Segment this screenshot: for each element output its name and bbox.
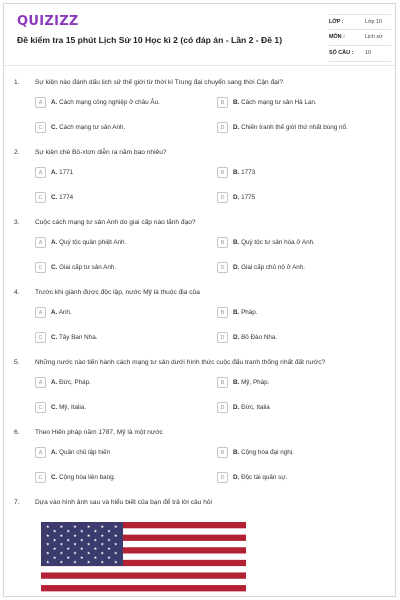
option-body: Bồ Đào Nha. — [241, 334, 278, 341]
option-text — [233, 99, 317, 106]
meta-value: Lịch sử — [365, 34, 383, 40]
answer-option-d[interactable] — [217, 192, 255, 203]
option-letter: B. — [233, 449, 240, 456]
option-letter: A. — [51, 239, 58, 246]
option-body: Giai cấp tư sản Anh. — [59, 264, 117, 271]
flag-star: ★ — [86, 541, 91, 547]
question-text: Trước khi giành được độc lập, nước Mỹ là thuộc địa của — [35, 289, 200, 296]
flag-star: ★ — [45, 559, 50, 565]
option-body: Pháp. — [241, 309, 258, 316]
flag-star: ★ — [59, 559, 64, 565]
option-text — [51, 124, 125, 131]
option-text — [233, 264, 305, 271]
flag-star: ★ — [107, 537, 111, 543]
option-letter: D. — [233, 194, 240, 201]
option-body: Mỹ, Pháp. — [241, 379, 270, 386]
quizizz-logo: QUIZIZZ — [17, 14, 79, 29]
option-text — [233, 474, 287, 481]
us-flag-image — [41, 522, 246, 597]
flag-star: ★ — [93, 528, 98, 534]
option-key-box[interactable]: B — [217, 167, 228, 178]
question-number: 5. — [14, 359, 20, 366]
option-key-box[interactable]: D — [217, 192, 228, 203]
option-key-box[interactable]: A — [35, 377, 46, 388]
option-body: Cách mạng công nghiệp ở châu Âu. — [59, 99, 160, 106]
option-key-box[interactable]: B — [217, 447, 228, 458]
flag-star: ★ — [73, 541, 77, 547]
answer-option-d[interactable] — [217, 122, 348, 133]
flag-star: ★ — [113, 559, 118, 565]
option-key-box[interactable]: B — [217, 97, 228, 108]
option-text — [233, 194, 255, 201]
question-number: 6. — [14, 429, 20, 436]
option-key-box[interactable]: C — [35, 472, 46, 483]
document-title: Đề kiểm tra 15 phút Lịch Sử 10 Học kì 2 (có đáp án - Lần 2 - Đề 1) — [17, 35, 283, 45]
option-text — [233, 334, 277, 341]
option-key-box[interactable]: C — [35, 402, 46, 413]
flag-star: ★ — [59, 541, 64, 547]
option-text — [51, 264, 116, 271]
meta-label: LỚP : — [329, 19, 344, 25]
question-number: 1. — [14, 79, 20, 86]
option-body: Cộng hòa liên bang. — [59, 474, 116, 481]
question-text: Sự kiện chè Bô-xtơn diễn ra năm bao nhiêu? — [35, 149, 167, 156]
flag-star: ★ — [73, 550, 77, 556]
option-letter: C. — [51, 404, 58, 411]
answer-option-d[interactable] — [217, 262, 305, 273]
flag-star: ★ — [100, 559, 105, 565]
option-key-box[interactable]: C — [35, 332, 46, 343]
meta-row-class — [329, 14, 391, 30]
flag-star: ★ — [79, 546, 84, 552]
option-letter: A. — [51, 309, 58, 316]
option-text — [51, 474, 115, 481]
option-key-box[interactable]: A — [35, 237, 46, 248]
flag-star: ★ — [100, 541, 105, 547]
option-key-box[interactable]: B — [217, 307, 228, 318]
option-key-box[interactable]: D — [217, 472, 228, 483]
flag-star: ★ — [86, 524, 91, 530]
option-body: 1771 — [59, 169, 74, 176]
option-body: Đức, Italia — [241, 404, 270, 411]
option-body: 1774 — [59, 194, 74, 201]
option-letter: B. — [233, 239, 240, 246]
option-body: Quý tộc tư sản hóa ở Anh. — [241, 239, 315, 246]
flag-star: ★ — [86, 532, 91, 538]
option-key-box[interactable]: C — [35, 122, 46, 133]
option-letter: D. — [233, 474, 240, 481]
flag-star: ★ — [113, 541, 118, 547]
question-number: 4. — [14, 289, 20, 296]
option-key-box[interactable]: D — [217, 122, 228, 133]
meta-label: SỐ CÂU : — [329, 50, 354, 56]
option-letter: C. — [51, 124, 58, 131]
flag-star: ★ — [107, 546, 111, 552]
flag-stripe — [41, 572, 246, 579]
flag-star: ★ — [79, 528, 84, 534]
option-letter: A. — [51, 99, 58, 106]
option-text — [233, 169, 255, 176]
question-text: Theo Hiến pháp năm 1787, Mỹ là một nước — [35, 429, 163, 436]
option-text — [51, 379, 91, 386]
answer-option-a[interactable] — [35, 237, 126, 248]
option-body: Chiến tranh thế giới thứ nhất bùng nổ. — [241, 124, 348, 131]
option-key-box[interactable]: D — [217, 262, 228, 273]
option-text — [51, 99, 160, 106]
answer-option-d[interactable] — [217, 402, 270, 413]
option-body: Mỹ, Italia. — [59, 404, 87, 411]
option-text — [51, 239, 126, 246]
meta-label: MÔN : — [329, 34, 345, 40]
question-text: Dựa vào hình ảnh sau và hiểu biết của bạn để trả lời câu hỏi — [35, 499, 212, 506]
option-body: Đức, Pháp. — [59, 379, 91, 386]
worksheet-page — [3, 3, 396, 597]
answer-option-b[interactable] — [217, 97, 317, 108]
flag-star: ★ — [113, 524, 118, 530]
flag-star: ★ — [73, 524, 77, 530]
answer-option-c[interactable] — [35, 192, 73, 203]
meta-row-subject — [329, 30, 391, 46]
question-text: Những nước nào tiến hành cách mạng tư sản dưới hình thức cuộc đấu tranh thống nhất đất nước? — [35, 359, 326, 366]
option-body: Độc tài quân sự. — [241, 474, 288, 481]
answer-option-a[interactable] — [35, 97, 160, 108]
option-key-box[interactable]: D — [217, 402, 228, 413]
meta-value: 10 — [365, 50, 371, 56]
option-text — [51, 404, 86, 411]
answer-option-b[interactable] — [217, 307, 258, 318]
answer-option-a[interactable] — [35, 447, 110, 458]
answer-option-c[interactable] — [35, 332, 97, 343]
option-text — [51, 309, 72, 316]
option-key-box[interactable]: A — [35, 167, 46, 178]
option-text — [233, 124, 348, 131]
flag-star: ★ — [93, 546, 98, 552]
flag-stripe — [41, 591, 246, 597]
option-letter: C. — [51, 334, 58, 341]
answer-option-b[interactable] — [217, 167, 255, 178]
option-text — [233, 404, 270, 411]
flag-star: ★ — [45, 532, 50, 538]
flag-star: ★ — [52, 554, 57, 560]
flag-stripe — [41, 585, 246, 592]
option-letter: D. — [233, 124, 240, 131]
flag-star: ★ — [45, 541, 50, 547]
option-letter: C. — [51, 474, 58, 481]
question-text: Cuộc cách mạng tư sản Anh do giai cấp nào lãnh đạo? — [35, 219, 196, 226]
option-text — [233, 309, 258, 316]
answer-option-b[interactable] — [217, 447, 294, 458]
answer-option-b[interactable] — [217, 377, 269, 388]
question-number: 7. — [14, 499, 20, 506]
meta-value: Lớp 10 — [365, 19, 383, 25]
answer-option-c[interactable] — [35, 402, 86, 413]
option-text — [51, 334, 97, 341]
option-key-box[interactable]: A — [35, 447, 46, 458]
option-body: Cộng hòa đại nghị. — [241, 449, 294, 456]
flag-star: ★ — [113, 550, 118, 556]
option-body: Cách mạng tư sản Hà Lan. — [241, 99, 317, 106]
flag-star: ★ — [100, 524, 105, 530]
option-body: 1775 — [241, 194, 256, 201]
option-text — [51, 449, 110, 456]
flag-star: ★ — [66, 537, 71, 543]
answer-option-c[interactable] — [35, 472, 115, 483]
flag-star: ★ — [107, 554, 111, 560]
flag-star: ★ — [66, 528, 71, 534]
answer-option-d[interactable] — [217, 472, 287, 483]
option-key-box[interactable]: B — [217, 237, 228, 248]
flag-star: ★ — [52, 537, 57, 543]
option-letter: B. — [233, 379, 240, 386]
flag-star: ★ — [73, 559, 77, 565]
meta-row-count — [329, 46, 391, 62]
flag-star: ★ — [93, 537, 98, 543]
option-letter: B. — [233, 169, 240, 176]
option-key-box[interactable]: D — [217, 332, 228, 343]
answer-option-a[interactable] — [35, 307, 72, 318]
option-body: Quân chủ lập hiến — [59, 449, 111, 456]
option-text — [233, 379, 269, 386]
question-number: 3. — [14, 219, 20, 226]
option-key-box[interactable]: C — [35, 262, 46, 273]
flag-star: ★ — [79, 537, 84, 543]
option-key-box[interactable]: A — [35, 307, 46, 318]
flag-star: ★ — [59, 550, 64, 556]
flag-star: ★ — [107, 528, 111, 534]
option-key-box[interactable]: C — [35, 192, 46, 203]
option-letter: D. — [233, 264, 240, 271]
flag-star: ★ — [86, 550, 91, 556]
answer-option-a[interactable] — [35, 377, 91, 388]
option-body: Anh. — [58, 309, 72, 316]
flag-star: ★ — [73, 532, 77, 538]
meta-table — [329, 14, 391, 62]
flag-star: ★ — [59, 524, 64, 530]
option-letter: D. — [233, 334, 240, 341]
option-letter: A. — [51, 379, 58, 386]
option-body: Cách mạng tư sản Anh. — [59, 124, 126, 131]
flag-stripe — [41, 579, 246, 586]
option-letter: C. — [51, 264, 58, 271]
flag-star: ★ — [113, 532, 118, 538]
flag-star: ★ — [45, 550, 50, 556]
option-text — [233, 239, 315, 246]
answer-option-c[interactable] — [35, 122, 125, 133]
option-text — [233, 449, 294, 456]
question-text: Sự kiện nào đánh dấu lịch sử thế giới từ thời kì Trung đại chuyển sang thời Cận đại? — [35, 79, 283, 86]
flag-star: ★ — [66, 546, 71, 552]
flag-star: ★ — [79, 554, 84, 560]
flag-star: ★ — [100, 550, 105, 556]
option-body: Tây Ban Nha. — [58, 334, 98, 341]
option-letter: B. — [233, 309, 240, 316]
question-number: 2. — [14, 149, 20, 156]
option-body: 1773 — [241, 169, 256, 176]
answer-option-d[interactable] — [217, 332, 277, 343]
option-body: Quý tộc quân phiệt Anh. — [59, 239, 127, 246]
header-divider — [4, 65, 395, 66]
option-text — [51, 194, 73, 201]
answer-option-b[interactable] — [217, 237, 315, 248]
flag-star: ★ — [52, 546, 57, 552]
flag-star: ★ — [52, 528, 57, 534]
answer-option-a[interactable] — [35, 167, 73, 178]
flag-star: ★ — [45, 524, 50, 530]
option-letter: B. — [233, 99, 240, 106]
flag-star: ★ — [100, 532, 105, 538]
option-letter: D. — [233, 404, 240, 411]
option-key-box[interactable]: B — [217, 377, 228, 388]
flag-star: ★ — [86, 559, 91, 565]
flag-star: ★ — [59, 532, 64, 538]
option-letter: A. — [51, 449, 58, 456]
option-letter: C. — [51, 194, 58, 201]
option-text — [51, 169, 73, 176]
option-key-box[interactable]: A — [35, 97, 46, 108]
answer-option-c[interactable] — [35, 262, 116, 273]
flag-star: ★ — [66, 554, 71, 560]
flag-star: ★ — [93, 554, 98, 560]
option-body: Giai cấp chủ nô ở Anh. — [241, 264, 306, 271]
flag-stripe — [41, 566, 246, 573]
option-letter: A. — [51, 169, 58, 176]
